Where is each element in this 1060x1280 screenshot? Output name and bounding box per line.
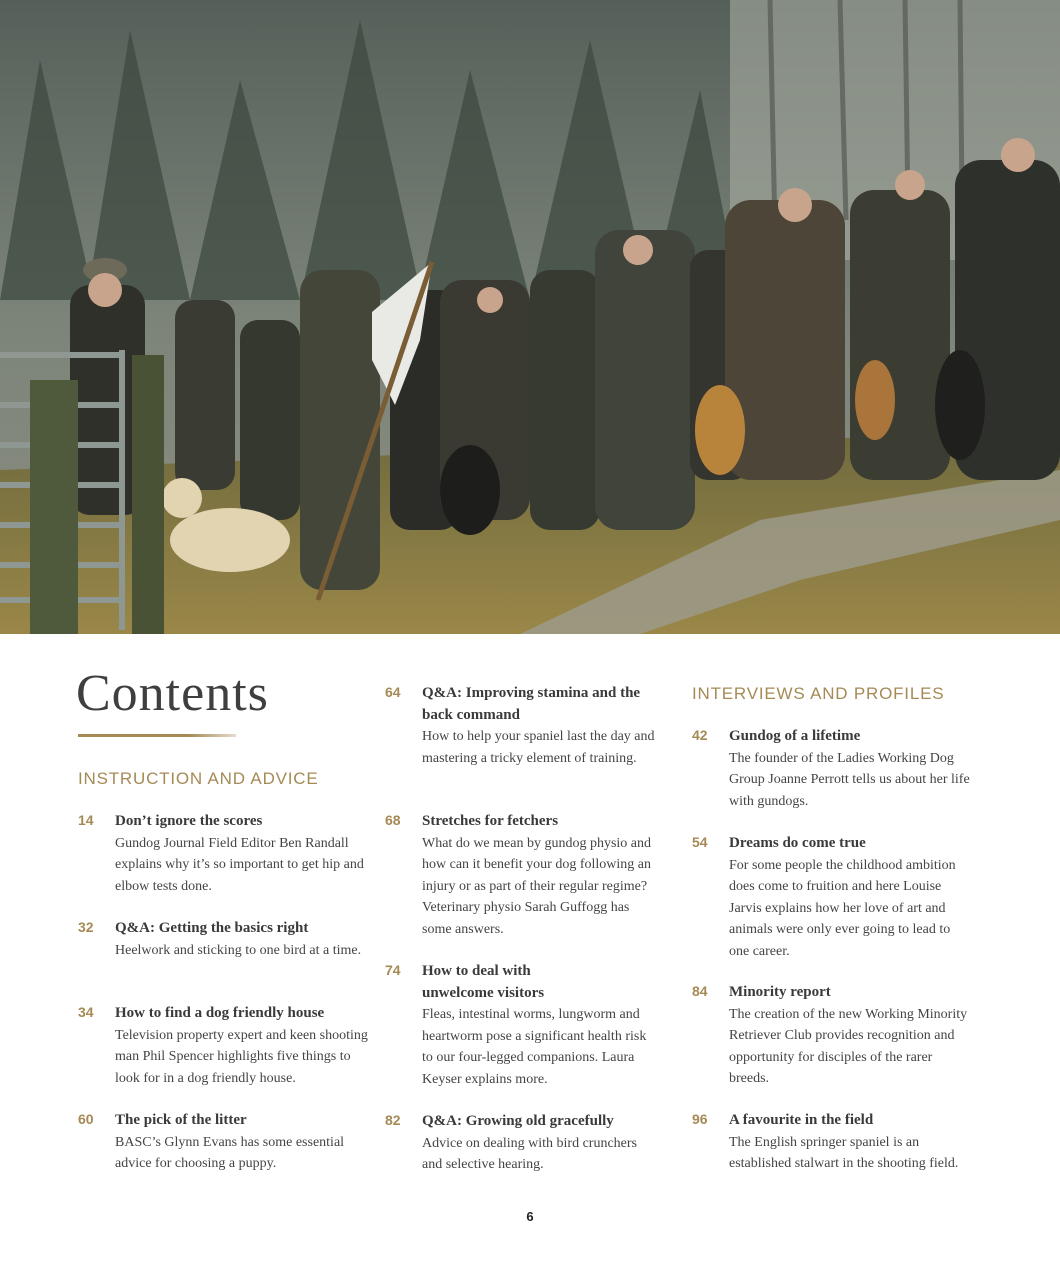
entry-description: The English springer spaniel is an established stalwart in the shooting field. bbox=[729, 1134, 959, 1171]
entry-description: BASC’s Glynn Evans has some essential advice for choosing a puppy. bbox=[115, 1134, 345, 1171]
entry-title: Don’t ignore the scores bbox=[115, 813, 263, 829]
entry-description: The founder of the Ladies Working Dog Group Joanne Perrott tells us about her life with gundogs. bbox=[729, 750, 970, 809]
contents-entry[interactable] bbox=[78, 918, 368, 1003]
section-heading-instruction: INSTRUCTION AND ADVICE bbox=[78, 769, 319, 788]
contents-entry[interactable] bbox=[692, 726, 970, 833]
entry-title: A favourite in the field bbox=[729, 1112, 874, 1128]
entry-title: Q&A: Getting the basics right bbox=[115, 920, 309, 936]
entry-description: The creation of the new Working Minority Retriever Club provides recognition and opportunity for disciples of the rarer breeds. bbox=[729, 1006, 968, 1086]
contents-entry[interactable] bbox=[385, 683, 660, 811]
entry-title: How to deal with unwelcome visitors bbox=[422, 963, 545, 1001]
entry-description: Fleas, intestinal worms, lungworm and heartworm pose a significant health risk to our four-legged companions. Laura Keyser explains more. bbox=[422, 1007, 647, 1087]
contents-entry[interactable] bbox=[385, 961, 660, 1111]
entry-title: Q&A: Improving stamina and the back command bbox=[422, 685, 641, 723]
contents-entry[interactable] bbox=[78, 1110, 368, 1175]
entry-title: Stretches for fetchers bbox=[422, 813, 559, 829]
page-title: Contents bbox=[76, 665, 269, 722]
entry-page-number: 84 bbox=[692, 983, 708, 999]
hero-photo bbox=[0, 0, 1060, 634]
contents-entry[interactable] bbox=[78, 1003, 368, 1110]
field-trial-crowd-illustration bbox=[0, 0, 1060, 634]
entry-page-number: 54 bbox=[692, 834, 708, 850]
entry-page-number: 42 bbox=[692, 727, 708, 743]
contents-column-2 bbox=[385, 683, 660, 1176]
entry-title: Q&A: Growing old gracefully bbox=[422, 1113, 614, 1129]
entry-page-number: 64 bbox=[385, 684, 401, 700]
entry-description: For some people the childhood ambition does come to fruition and here Louise Jarvis explains how her love of art and animals were only ever going to lead to one career. bbox=[729, 857, 956, 959]
entry-page-number: 96 bbox=[692, 1111, 708, 1127]
title-divider bbox=[78, 734, 236, 737]
entry-description: Gundog Journal Field Editor Ben Randall explains why it’s so important to get hip and elbow tests done. bbox=[115, 835, 364, 894]
entry-title: Minority report bbox=[729, 984, 831, 1000]
section-heading-interviews: INTERVIEWS AND PROFILES bbox=[692, 684, 945, 703]
entry-description: What do we mean by gundog physio and how can it benefit your dog following an injury or as part of their regular regime? Veterinary physio Sarah Guffogg has some answers. bbox=[422, 835, 652, 937]
contents-entry[interactable] bbox=[692, 1110, 970, 1175]
entry-title: The pick of the litter bbox=[115, 1112, 247, 1128]
entry-page-number: 74 bbox=[385, 962, 401, 978]
entry-page-number: 34 bbox=[78, 1004, 94, 1020]
contents-entry[interactable] bbox=[692, 833, 970, 982]
entry-page-number: 60 bbox=[78, 1111, 94, 1127]
entry-description: How to help your spaniel last the day and mastering a tricky element of training. bbox=[422, 729, 655, 766]
entry-page-number: 32 bbox=[78, 919, 94, 935]
entry-description: Advice on dealing with bird crunchers and selective hearing. bbox=[422, 1135, 637, 1172]
contents-entry[interactable] bbox=[78, 811, 368, 918]
contents-column-3 bbox=[692, 726, 970, 1175]
entry-description: Television property expert and keen shooting man Phil Spencer highlights five things to look for in a dog friendly house. bbox=[115, 1027, 368, 1086]
contents-entry[interactable] bbox=[692, 982, 970, 1110]
entry-description: Heelwork and sticking to one bird at a time. bbox=[115, 942, 362, 958]
entry-page-number: 82 bbox=[385, 1112, 401, 1128]
page-number: 6 bbox=[526, 1209, 534, 1224]
entry-page-number: 14 bbox=[78, 812, 94, 828]
entry-page-number: 68 bbox=[385, 812, 401, 828]
entry-title: Dreams do come true bbox=[729, 835, 866, 851]
contents-column-1 bbox=[78, 811, 368, 1175]
contents-entry[interactable] bbox=[385, 1111, 660, 1176]
entry-title: How to find a dog friendly house bbox=[115, 1005, 325, 1021]
entry-title: Gundog of a lifetime bbox=[729, 728, 861, 744]
contents-entry[interactable] bbox=[385, 811, 660, 961]
